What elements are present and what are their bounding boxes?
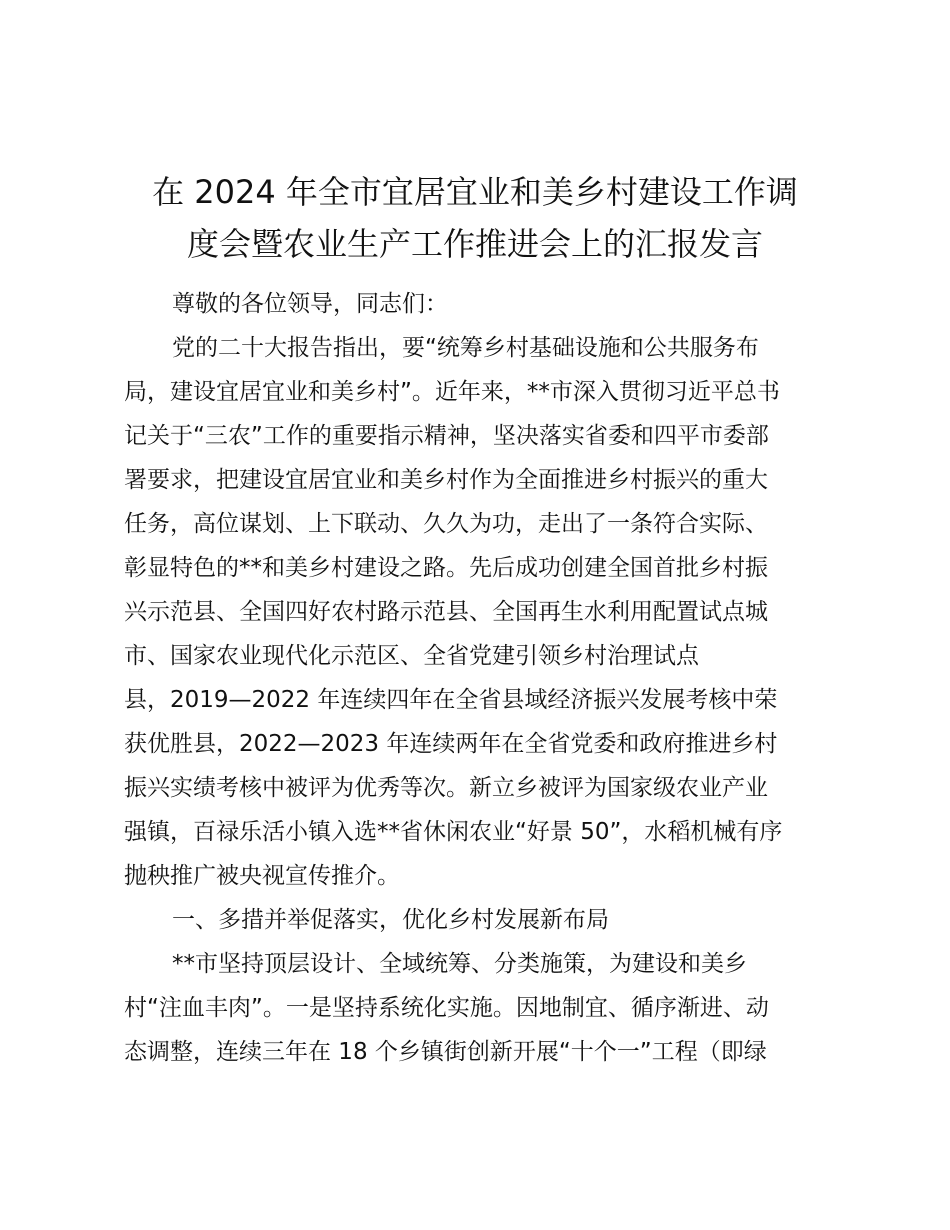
paragraph-line: 县，2019—2022 年连续四年在全省县域经济振兴发展考核中荣 [124,687,778,713]
document-title-line-1: 在 2024 年全市宜居宜业和美乡村建设工作调 [152,173,798,211]
paragraph-line: 任务，高位谋划、上下联动、久久为功，走出了一条符合实际、 [124,511,768,537]
paragraph-line: 态调整，连续三年在 18 个乡镇街创新开展“十个一”工程（即绿 [124,1039,767,1065]
paragraph-line: **市坚持顶层设计、全域统筹、分类施策，为建设和美乡 [172,951,747,977]
paragraph-line: 振兴实绩考核中被评为优秀等次。新立乡被评为国家级农业产业 [124,775,768,801]
document-title-line-2: 度会暨农业生产工作推进会上的汇报发言 [186,225,763,263]
section-heading: 一、多措并举促落实，优化乡村发展新布局 [172,907,609,933]
paragraph-line: 记关于“三农”工作的重要指示精神，坚决落实省委和四平市委部 [124,423,769,449]
salutation: 尊敬的各位领导，同志们： [172,291,448,317]
paragraph-line: 市、国家农业现代化示范区、全省党建引领乡村治理试点 [124,643,699,669]
paragraph-line: 局，建设宜居宜业和美乡村”。近年来，**市深入贯彻习近平总书 [124,379,780,405]
paragraph-line: 党的二十大报告指出，要“统筹乡村基础设施和公共服务布 [172,335,759,361]
paragraph-line: 抛秧推广被央视宣传推介。 [124,863,400,889]
paragraph-line: 村“注血丰肉”。一是坚持系统化实施。因地制宜、循序渐进、动 [124,995,769,1021]
paragraph-line: 署要求，把建设宜居宜业和美乡村作为全面推进乡村振兴的重大 [124,467,768,493]
paragraph-line: 获优胜县，2022—2023 年连续两年在全省党委和政府推进乡村 [124,731,778,757]
paragraph-line: 强镇，百禄乐活小镇入选**省休闲农业“好景 50”，水稻机械有序 [124,819,783,845]
paragraph-line: 彰显特色的**和美乡村建设之路。先后成功创建全国首批乡村振 [124,555,768,581]
paragraph-line: 兴示范县、全国四好农村路示范县、全国再生水利用配置试点城 [124,599,768,625]
